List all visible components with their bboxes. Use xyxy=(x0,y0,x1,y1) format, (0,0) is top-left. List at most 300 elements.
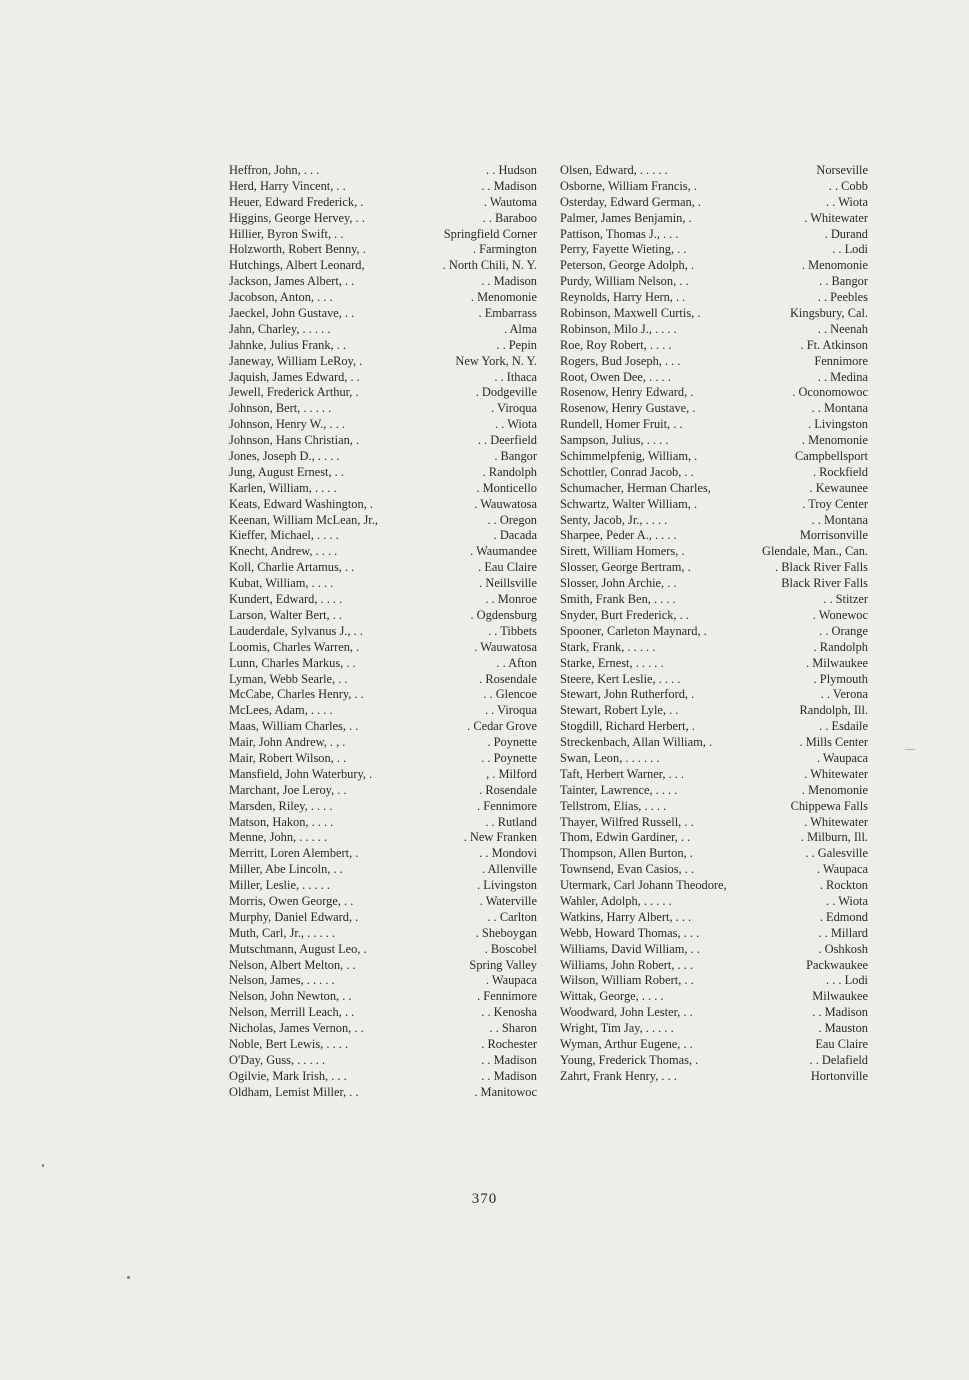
hometown: . . Viroqua xyxy=(482,703,537,719)
list-item xyxy=(560,322,868,338)
list-item xyxy=(229,1085,537,1101)
hometown: . Mauston xyxy=(815,1021,868,1037)
hometown: . Cedar Grove xyxy=(464,719,537,735)
list-item xyxy=(560,258,868,274)
student-name: Starke, Ernest, . . . . . xyxy=(560,656,667,672)
student-name: Roe, Roy Robert, . . . . xyxy=(560,338,675,354)
student-name: Matson, Hakon, . . . . xyxy=(229,815,336,831)
list-item xyxy=(229,735,537,751)
student-name: Jackson, James Albert, . . xyxy=(229,274,357,290)
student-name: Schumacher, Herman Charles, xyxy=(560,481,714,497)
student-name: Janeway, William LeRoy, . xyxy=(229,354,365,370)
list-item xyxy=(560,306,868,322)
list-item xyxy=(229,179,537,195)
hometown: . Neillsville xyxy=(476,576,537,592)
student-name: Webb, Howard Thomas, . . . xyxy=(560,926,702,942)
right-column xyxy=(560,163,868,1085)
student-name: Lauderdale, Sylvanus J., . . xyxy=(229,624,366,640)
student-name: Jahnke, Julius Frank, . . xyxy=(229,338,349,354)
list-item xyxy=(560,417,868,433)
student-name: Knecht, Andrew, . . . . xyxy=(229,544,340,560)
hometown: . Livingston xyxy=(474,878,537,894)
hometown: . . Poynette xyxy=(478,751,537,767)
list-item xyxy=(560,767,868,783)
student-name: Rundell, Homer Fruit, . . xyxy=(560,417,686,433)
list-item xyxy=(229,672,537,688)
list-item xyxy=(229,274,537,290)
student-name: Keenan, William McLean, Jr., xyxy=(229,513,381,529)
student-name: Watkins, Harry Albert, . . . xyxy=(560,910,694,926)
hometown: . Black River Falls xyxy=(772,560,868,576)
hometown: Morrisonville xyxy=(797,528,868,544)
student-name: Robinson, Maxwell Curtis, . xyxy=(560,306,703,322)
student-name: Stewart, Robert Lyle, . . xyxy=(560,703,681,719)
hometown: . . Rutland xyxy=(482,815,537,831)
student-name: Townsend, Evan Casios, . . xyxy=(560,862,697,878)
list-item xyxy=(229,751,537,767)
hometown: . Allenville xyxy=(479,862,537,878)
list-item xyxy=(560,910,868,926)
student-name: Johnson, Bert, . . . . . xyxy=(229,401,334,417)
list-item xyxy=(229,1021,537,1037)
list-item xyxy=(560,163,868,179)
hometown: . . Pepin xyxy=(493,338,537,354)
page-number: 370 xyxy=(471,1191,498,1207)
list-item xyxy=(560,656,868,672)
student-name: Spooner, Carleton Maynard, . xyxy=(560,624,710,640)
student-name: Wyman, Arthur Eugene, . . xyxy=(560,1037,696,1053)
list-item xyxy=(560,751,868,767)
student-name: Olsen, Edward, . . . . . xyxy=(560,163,671,179)
hometown: . Rockfield xyxy=(810,465,868,481)
hometown: . . Hudson xyxy=(483,163,537,179)
list-item xyxy=(229,830,537,846)
student-name: Oldham, Lemist Miller, . . xyxy=(229,1085,362,1101)
hometown: . Randolph xyxy=(480,465,537,481)
list-item xyxy=(560,338,868,354)
list-item xyxy=(560,385,868,401)
hometown: . Viroqua xyxy=(488,401,537,417)
hometown: . Alma xyxy=(501,322,537,338)
list-item xyxy=(560,195,868,211)
student-name: Jaquish, James Edward, . . xyxy=(229,370,363,386)
hometown: . Rockton xyxy=(817,878,868,894)
hometown: . . Madison xyxy=(478,1069,537,1085)
hometown: . . Bangor xyxy=(816,274,868,290)
hometown: . Wonewoc xyxy=(810,608,868,624)
student-name: Larson, Walter Bert, . . xyxy=(229,608,345,624)
student-name: Nelson, Albert Melton, . . xyxy=(229,958,359,974)
student-name: Palmer, James Benjamin, . xyxy=(560,211,695,227)
student-name: Nicholas, James Vernon, . . xyxy=(229,1021,367,1037)
list-item xyxy=(560,592,868,608)
hometown: . . Oregon xyxy=(484,513,537,529)
hometown: . . Ithaca xyxy=(491,370,537,386)
hometown: . Embarrass xyxy=(476,306,538,322)
hometown: Chippewa Falls xyxy=(788,799,868,815)
list-item xyxy=(229,258,537,274)
student-name: Mair, John Andrew, . , . xyxy=(229,735,348,751)
list-item xyxy=(229,973,537,989)
hometown: . Dacada xyxy=(491,528,537,544)
hometown: Springfield Corner xyxy=(441,227,537,243)
list-item xyxy=(229,560,537,576)
list-item xyxy=(229,528,537,544)
list-item xyxy=(229,163,537,179)
paper-speck xyxy=(42,1164,44,1167)
list-item xyxy=(560,783,868,799)
list-item xyxy=(229,767,537,783)
hometown: Kingsbury, Cal. xyxy=(787,306,868,322)
hometown: . . Madison xyxy=(809,1005,868,1021)
hometown: . Whitewater xyxy=(801,767,868,783)
hometown: . Dodgeville xyxy=(473,385,537,401)
list-item xyxy=(560,481,868,497)
list-item xyxy=(229,1053,537,1069)
student-name: Heuer, Edward Frederick, . xyxy=(229,195,366,211)
hometown: Randolph, Ill. xyxy=(797,703,869,719)
list-item xyxy=(229,1037,537,1053)
student-name: Thayer, Wilfred Russell, . . xyxy=(560,815,697,831)
hometown: . Rosendale xyxy=(476,672,537,688)
hometown: . Sheboygan xyxy=(473,926,537,942)
hometown: . . Esdaile xyxy=(816,719,868,735)
hometown: . . Cobb xyxy=(826,179,868,195)
student-name: Mair, Robert Wilson, . . xyxy=(229,751,349,767)
student-name: Sirett, William Homers, . xyxy=(560,544,688,560)
hometown: Fennimore xyxy=(811,354,868,370)
list-item xyxy=(229,878,537,894)
paper-mark xyxy=(905,749,915,750)
student-name: Menne, John, . . . . . xyxy=(229,830,330,846)
hometown: Milwaukee xyxy=(809,989,868,1005)
list-item xyxy=(560,433,868,449)
student-name: Ogilvie, Mark Irish, . . . xyxy=(229,1069,350,1085)
student-name: Hillier, Byron Swift, . . xyxy=(229,227,346,243)
student-name: Robinson, Milo J., . . . . xyxy=(560,322,680,338)
hometown: . . Wiota xyxy=(492,417,537,433)
hometown: . . Montana xyxy=(809,401,868,417)
hometown: . Boscobel xyxy=(482,942,537,958)
hometown: . Waterville xyxy=(477,894,537,910)
hometown: Packwaukee xyxy=(803,958,868,974)
hometown: Spring Valley xyxy=(466,958,537,974)
hometown: . . Monroe xyxy=(482,592,537,608)
list-item xyxy=(560,354,868,370)
student-name: Swan, Leon, . . . . . . xyxy=(560,751,662,767)
list-item xyxy=(560,672,868,688)
student-name: Smith, Frank Ben, . . . . xyxy=(560,592,679,608)
list-item xyxy=(560,274,868,290)
list-item xyxy=(560,958,868,974)
student-name: Nelson, James, . . . . . xyxy=(229,973,338,989)
hometown: Campbellsport xyxy=(792,449,868,465)
list-item xyxy=(560,528,868,544)
hometown: . Ogdensburg xyxy=(467,608,537,624)
list-item xyxy=(560,926,868,942)
list-item xyxy=(229,544,537,560)
hometown: . Bangor xyxy=(491,449,537,465)
list-item xyxy=(229,195,537,211)
hometown: . Monticello xyxy=(473,481,537,497)
hometown: . . Glencoe xyxy=(480,687,537,703)
hometown: . . Delafield xyxy=(807,1053,869,1069)
hometown: . . Wiota xyxy=(823,195,868,211)
hometown: . . Peebles xyxy=(815,290,868,306)
list-item xyxy=(560,815,868,831)
hometown: . . Kenosha xyxy=(478,1005,537,1021)
list-item xyxy=(229,815,537,831)
hometown: . Edmond xyxy=(817,910,868,926)
hometown: . . Sharon xyxy=(487,1021,538,1037)
hometown: . Menomonie xyxy=(799,258,868,274)
list-item xyxy=(560,1021,868,1037)
list-item xyxy=(560,989,868,1005)
hometown: . . Neenah xyxy=(815,322,868,338)
hometown: . Kewaunee xyxy=(807,481,868,497)
hometown: . . Lodi xyxy=(829,242,868,258)
list-item xyxy=(560,211,868,227)
hometown: . . Verona xyxy=(818,687,868,703)
hometown: . . Madison xyxy=(478,274,537,290)
hometown: . Menomonie xyxy=(799,433,868,449)
student-name: Stark, Frank, . . . . . xyxy=(560,640,658,656)
list-item xyxy=(229,703,537,719)
student-name: Herd, Harry Vincent, . . xyxy=(229,179,349,195)
hometown: . Whitewater xyxy=(801,211,868,227)
student-name: Slosser, George Bertram, . xyxy=(560,560,694,576)
student-name: Maas, William Charles, . . xyxy=(229,719,361,735)
list-item xyxy=(229,338,537,354)
student-name: Miller, Abe Lincoln, . . xyxy=(229,862,346,878)
list-item xyxy=(560,608,868,624)
hometown: . Ft. Atkinson xyxy=(798,338,868,354)
list-item xyxy=(560,401,868,417)
student-name: Purdy, William Nelson, . . xyxy=(560,274,692,290)
hometown: . . Afton xyxy=(493,656,537,672)
list-item xyxy=(560,560,868,576)
student-name: Miller, Leslie, . . . . . xyxy=(229,878,333,894)
paper-speck xyxy=(127,1276,130,1279)
student-name: Rogers, Bud Joseph, . . . xyxy=(560,354,683,370)
list-item xyxy=(560,799,868,815)
hometown: . Wauwatosa xyxy=(471,640,537,656)
hometown: Norseville xyxy=(813,163,868,179)
hometown: . Menomonie xyxy=(468,290,537,306)
student-name: Lunn, Charles Markus, . . xyxy=(229,656,359,672)
student-name: Wilson, William Robert, . . xyxy=(560,973,697,989)
list-item xyxy=(560,640,868,656)
list-item xyxy=(560,735,868,751)
student-name: Nelson, John Newton, . . xyxy=(229,989,355,1005)
list-item xyxy=(229,942,537,958)
list-item xyxy=(229,799,537,815)
student-name: Taft, Herbert Warner, . . . xyxy=(560,767,687,783)
hometown: . New Franken xyxy=(461,830,537,846)
hometown: . . Carlton xyxy=(484,910,537,926)
list-item xyxy=(229,513,537,529)
list-item xyxy=(229,211,537,227)
student-name: Noble, Bert Lewis, . . . . xyxy=(229,1037,351,1053)
list-item xyxy=(560,719,868,735)
student-name: Peterson, George Adolph, . xyxy=(560,258,697,274)
student-name: Sampson, Julius, . . . . xyxy=(560,433,671,449)
list-item xyxy=(229,370,537,386)
list-item xyxy=(560,830,868,846)
list-item xyxy=(560,465,868,481)
list-item xyxy=(560,846,868,862)
student-name: Wahler, Adolph, . . . . . xyxy=(560,894,675,910)
student-name: Mansfield, John Waterbury, . xyxy=(229,767,375,783)
hometown: . Menomonie xyxy=(799,783,868,799)
student-name: Stewart, John Rutherford, . xyxy=(560,687,697,703)
list-item xyxy=(560,1037,868,1053)
list-item xyxy=(229,433,537,449)
student-name: O'Day, Guss, . . . . . xyxy=(229,1053,328,1069)
list-item xyxy=(560,513,868,529)
hometown: . . Tibbets xyxy=(485,624,537,640)
hometown: . . Orange xyxy=(816,624,868,640)
student-name: McCabe, Charles Henry, . . xyxy=(229,687,367,703)
student-name: Loomis, Charles Warren, . xyxy=(229,640,362,656)
list-item xyxy=(560,1069,868,1085)
list-item xyxy=(229,862,537,878)
hometown: . . . Lodi xyxy=(823,973,868,989)
hometown: . . Stitzer xyxy=(820,592,868,608)
student-name: Thompson, Allen Burton, . xyxy=(560,846,696,862)
student-name: Root, Owen Dee, . . . . xyxy=(560,370,674,386)
list-item xyxy=(229,306,537,322)
student-name: Jung, August Ernest, . . xyxy=(229,465,347,481)
student-name: Sharpee, Peder A., . . . . xyxy=(560,528,680,544)
list-item xyxy=(560,894,868,910)
list-item xyxy=(229,497,537,513)
student-name: Mutschmann, August Leo, . xyxy=(229,942,370,958)
student-name: Jewell, Frederick Arthur, . xyxy=(229,385,362,401)
student-name: Marchant, Joe Leroy, . . xyxy=(229,783,350,799)
student-name: Osterday, Edward German, . xyxy=(560,195,704,211)
student-name: Merritt, Loren Alembert, . xyxy=(229,846,361,862)
list-item xyxy=(229,1005,537,1021)
list-item xyxy=(229,926,537,942)
list-item xyxy=(229,656,537,672)
student-name: Nelson, Merrill Leach, . . xyxy=(229,1005,357,1021)
list-item xyxy=(229,894,537,910)
student-name: Heffron, John, . . . xyxy=(229,163,322,179)
hometown: . . Millard xyxy=(815,926,868,942)
list-item xyxy=(560,703,868,719)
list-item xyxy=(229,290,537,306)
list-item xyxy=(560,973,868,989)
hometown: . Rosendale xyxy=(476,783,537,799)
list-item xyxy=(229,687,537,703)
list-item xyxy=(229,783,537,799)
student-name: Perry, Fayette Wieting, . . xyxy=(560,242,689,258)
list-item xyxy=(560,576,868,592)
list-item xyxy=(560,179,868,195)
list-item xyxy=(229,719,537,735)
hometown: . Poynette xyxy=(484,735,537,751)
hometown: . . Mondovi xyxy=(476,846,537,862)
student-name: Jaeckel, John Gustave, . . xyxy=(229,306,357,322)
list-item xyxy=(229,465,537,481)
student-name: Marsden, Riley, . . . . xyxy=(229,799,335,815)
list-item xyxy=(560,687,868,703)
list-item xyxy=(229,322,537,338)
hometown: . Oshkosh xyxy=(815,942,868,958)
list-item xyxy=(560,497,868,513)
hometown: . Mills Center xyxy=(797,735,869,751)
student-name: Snyder, Burt Frederick, . . xyxy=(560,608,692,624)
left-column xyxy=(229,163,537,1101)
list-item xyxy=(229,608,537,624)
student-name: Higgins, George Hervey, . . xyxy=(229,211,368,227)
list-item xyxy=(560,242,868,258)
student-name: Thom, Edwin Gardiner, . . xyxy=(560,830,693,846)
student-name: Kieffer, Michael, . . . . xyxy=(229,528,342,544)
hometown: . Milburn, Ill. xyxy=(798,830,868,846)
hometown: . Durand xyxy=(822,227,868,243)
hometown: . Waupaca xyxy=(814,751,868,767)
student-name: Schimmelpfenig, William, . xyxy=(560,449,700,465)
list-item xyxy=(229,227,537,243)
list-item xyxy=(229,449,537,465)
hometown: New York, N. Y. xyxy=(452,354,537,370)
hometown: . Livingston xyxy=(805,417,868,433)
hometown: . . Madison xyxy=(478,1053,537,1069)
hometown: . . Baraboo xyxy=(480,211,537,227)
list-item xyxy=(560,544,868,560)
student-name: Woodward, John Lester, . . xyxy=(560,1005,696,1021)
list-item xyxy=(560,624,868,640)
list-item xyxy=(229,640,537,656)
hometown: . Oconomowoc xyxy=(789,385,868,401)
student-name: Schwartz, Walter William, . xyxy=(560,497,700,513)
student-name: Williams, John Robert, . . . xyxy=(560,958,696,974)
student-name: Jacobson, Anton, . . . xyxy=(229,290,336,306)
student-name: Wright, Tim Jay, . . . . . xyxy=(560,1021,677,1037)
list-item xyxy=(560,370,868,386)
student-name: Tainter, Lawrence, . . . . xyxy=(560,783,680,799)
list-item xyxy=(229,989,537,1005)
student-name: Rosenow, Henry Edward, . xyxy=(560,385,696,401)
student-name: Morris, Owen George, . . xyxy=(229,894,356,910)
student-name: Holzworth, Robert Benny, . xyxy=(229,242,369,258)
list-item xyxy=(560,1005,868,1021)
list-item xyxy=(229,1069,537,1085)
student-name: Utermark, Carl Johann Theodore, xyxy=(560,878,730,894)
list-item xyxy=(560,942,868,958)
student-name: Streckenbach, Allan William, . xyxy=(560,735,715,751)
list-item xyxy=(229,417,537,433)
hometown: . Plymouth xyxy=(811,672,868,688)
student-name: Osborne, William Francis, . xyxy=(560,179,700,195)
hometown: . Farmington xyxy=(470,242,537,258)
hometown: . Milwaukee xyxy=(803,656,868,672)
hometown: . . Medina xyxy=(815,370,868,386)
student-name: Koll, Charlie Artamus, . . xyxy=(229,560,357,576)
list-item xyxy=(229,592,537,608)
hometown: . North Chili, N. Y. xyxy=(440,258,537,274)
hometown: . Fennimore xyxy=(474,989,537,1005)
student-name: Pattison, Thomas J., . . . xyxy=(560,227,682,243)
list-item xyxy=(229,958,537,974)
student-name: Rosenow, Henry Gustave, . xyxy=(560,401,698,417)
hometown: . Manitowoc xyxy=(471,1085,537,1101)
list-item xyxy=(560,227,868,243)
student-name: Schottler, Conrad Jacob, . . xyxy=(560,465,697,481)
student-name: Kundert, Edward, . . . . xyxy=(229,592,345,608)
